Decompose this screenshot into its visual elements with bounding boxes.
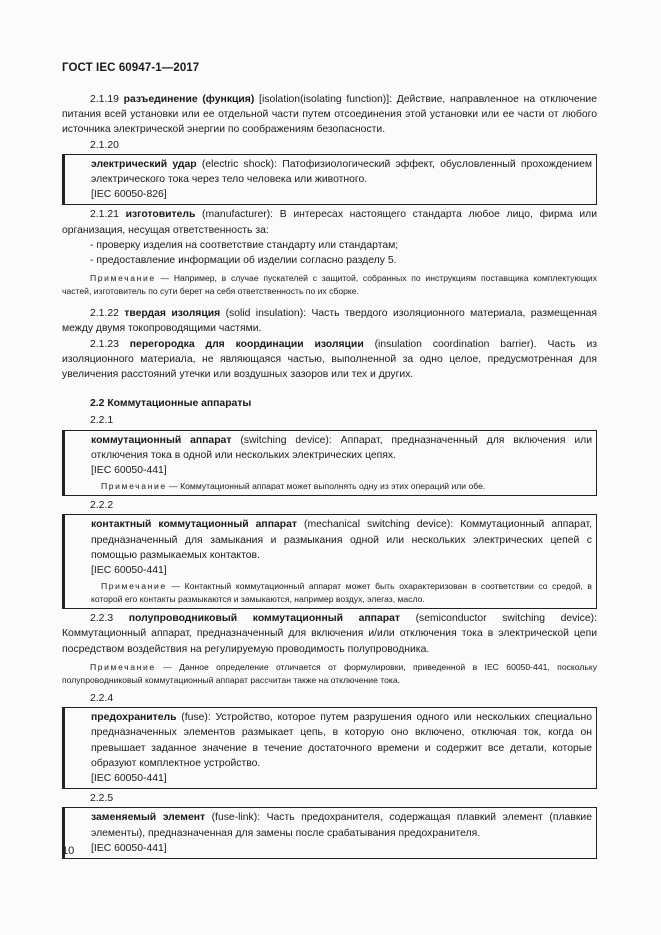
clause-number: 2.1.21 [90, 209, 119, 221]
clause-number-2-2-4: 2.2.4 [90, 692, 114, 704]
term-box-2-2-1 [62, 430, 597, 497]
term: изготовитель [125, 209, 196, 221]
clause-2-1-22 [62, 306, 597, 336]
clause-number: 2.2.3 [90, 613, 114, 625]
definition: (solid insulation): Часть твердого изоляционного материала, размещенная между двумя токопроводящими частями. [62, 308, 597, 335]
clause-2-1-21 [62, 207, 597, 237]
document-header: ГОСТ IEC 60947-1—2017 [62, 62, 200, 74]
note-2-1-21 [62, 272, 597, 298]
note-label: Примечание [90, 273, 156, 284]
term-box-2-2-4 [62, 707, 597, 789]
definition: (electric shock): Патофизиологический эффект, обусловленный прохождением электрического тока через тело человека или животного. [91, 158, 592, 186]
term-box-2-2-5 [62, 807, 597, 859]
clause-number-2-1-20: 2.1.20 [90, 139, 119, 151]
clause-2-1-23 [62, 337, 597, 383]
note-label: Примечание [90, 661, 156, 672]
term: твердая изоляция [124, 308, 221, 320]
clause-number-2-2-5: 2.2.5 [90, 793, 114, 805]
definition: [isolation(isolating function)]: Действие, направленное на отключение питания всей установки или ее отдельной части путем отсоединения этой установки или ее части от любого источника электрической энергии по соображениям безопасности. [62, 94, 597, 136]
note-text: — Коммутационный аппарат может выполнять одну из этих операций или обе. [166, 481, 486, 492]
term: разъединение (функция) [123, 94, 255, 105]
definition: (fuse): Устройство, которое путем разрушения одного или нескольких специально предназначенных элементов размыкает цепь, в которую оно включено, отключая ток, когда он превышает заданное значение в течение достаточного времени и содержит все детали, которые образуют комплектное устройство. [91, 712, 592, 769]
term: контактный коммутационный аппарат [91, 519, 297, 531]
section-title: 2.2 Коммутационные аппараты [90, 398, 252, 410]
term: предохранитель [91, 712, 177, 724]
note-label: Примечание [101, 481, 167, 492]
note-2-2-2 [91, 580, 592, 606]
note-2-2-3 [62, 661, 597, 687]
clause-number-2-2-1: 2.2.1 [90, 415, 114, 427]
definition: (fuse-link): Часть предохранителя, содержащая плавкий элемент (плавкие элементы), предназначенная для замены после срабатывания предохранителя. [91, 812, 592, 839]
clause-2-2-5 [91, 810, 592, 840]
definition: (mechanical switching device): Коммутационный аппарат, предназначенный для замыкания и размыкания одной или нескольких электрических цепей с помощью размыкаемых контактов. [91, 519, 592, 561]
reference: [IEC 60050-441] [91, 465, 167, 477]
term: заменяемый элемент [91, 812, 206, 824]
note-text: — Например, в случае пускателей с защитой, собранных по инструкциям поставщика комплектующих частей, изготовитель по сути берет на себя ответственность по их сборке. [62, 273, 597, 297]
term: перегородка для координации изоляции [129, 338, 364, 350]
term: электрический удар [91, 158, 197, 170]
definition: (insulation coordination barrier). Часть из изоляционного материала, не являющаяся частью, выполненной за одно целое, предусмотренная для увеличения расстояний утечки или воздушных зазоров или тех и других. [62, 338, 598, 381]
definition: (switching device): Аппарат, предназначенный для включения или отключения тока в одной или нескольких электрических цепях. [91, 434, 593, 461]
term: коммутационный аппарат [91, 434, 232, 446]
note-label: Примечание [101, 581, 167, 592]
note-text: — Контактный коммутационный аппарат может быть охарактеризован в соответствии со средой, в которой его контакты размыкаются и замыкаются, например воздух, элегаз, масло. [91, 581, 592, 605]
reference: [IEC 60050-441] [91, 565, 167, 577]
clause-2-1-20 [91, 157, 592, 187]
clause-2-2-2 [91, 517, 592, 563]
clause-number: 2.1.22 [90, 308, 119, 320]
clause-2-1-19 [62, 92, 597, 138]
reference: [IEC 60050-826] [91, 189, 167, 201]
reference: [IEC 60050-441] [91, 772, 167, 784]
document-body [62, 92, 597, 861]
note-text: — Данное определение отличается от формулировки, приведенной в IEC 60050-441, поскольку полупроводниковый коммутационный аппарат рассчитан также на отключение тока. [62, 661, 597, 685]
definition: (semiconductor switching device): Коммутационный аппарат, предназначенный для включения и/или отключения тока в электрической цепи посредством воздействия на регулируемую проводимость полупроводника. [62, 613, 597, 655]
clause-2-2-4 [91, 710, 592, 771]
term-box-2-2-2 [62, 514, 597, 609]
reference: [IEC 60050-441] [91, 842, 167, 854]
clause-2-2-3 [62, 611, 597, 657]
list-item: - проверку изделия на соответствие стандарту или стандартам; [90, 239, 399, 251]
term-box-2-1-20 [62, 154, 597, 206]
clause-number: 2.1.19 [90, 94, 119, 105]
page-number: 10 [62, 845, 75, 857]
term: полупроводниковый коммутационный аппарат [128, 613, 400, 625]
clause-number-2-2-2: 2.2.2 [90, 500, 114, 512]
note-2-2-1 [91, 480, 592, 493]
definition: (manufacturer): В интересах настоящего стандарта любое лицо, фирма или организация, несущая ответственность за: [62, 209, 597, 236]
clause-2-2-1 [91, 433, 592, 463]
list-item: - предоставление информации об изделии согласно разделу 5. [90, 255, 397, 267]
clause-number: 2.1.23 [90, 338, 119, 350]
